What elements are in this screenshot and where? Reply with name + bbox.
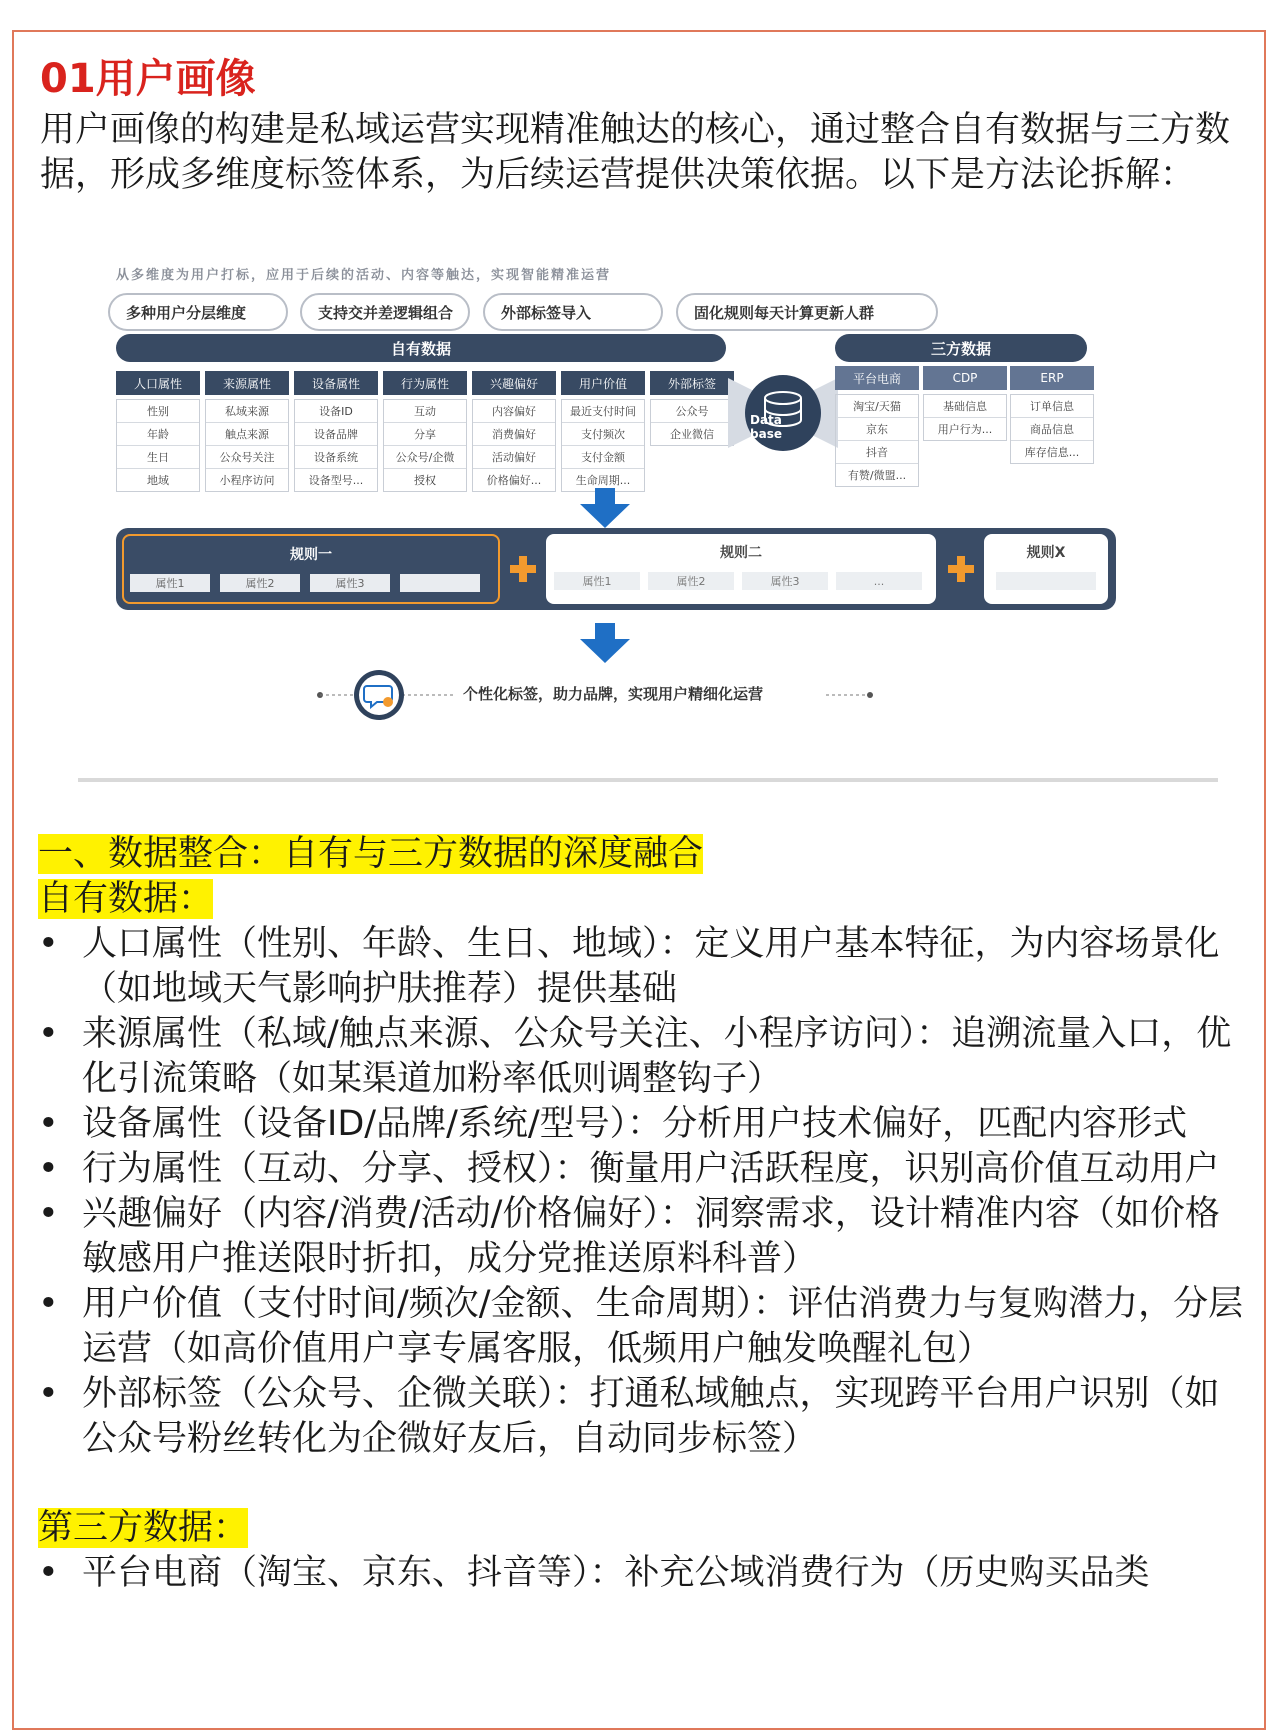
rule-attr: 属性2 [648,572,734,590]
rule-one-box [122,534,500,604]
list-item: • 人口属性（性别、年龄、生日、地域）：定义用户基本特征，为内容场景化（如地域天气影响护肤推荐）提供基础 [38,922,1248,1012]
col-cell: 互动 [384,400,466,423]
list-item: • 平台电商（淘宝、京东、抖音等）：补充公域消费行为（历史购买品类 [38,1551,1248,1596]
rule-title: 规则二 [720,545,762,561]
list-item: • 设备属性（设备ID/品牌/系统/型号）：分析用户技术偏好，匹配内容形式 [38,1102,1248,1147]
list-item: • 来源属性（私域/触点来源、公众号关注、小程序访问）：追溯流量入口，优化引流策略（如某渠道加粉率低则调整钩子） [38,1012,1248,1102]
diagram-divider [78,778,1218,782]
rule-attr [996,572,1096,590]
down-arrow-icon [580,488,630,528]
own-col-interest [472,371,556,492]
own-data-band: 自有数据 [116,334,726,362]
text-sections [38,832,1258,1596]
col-body [205,399,289,492]
col-cell: 公众号/企微 [384,446,466,469]
down-arrow-icon [580,623,630,663]
user-profile-diagram [80,258,1220,788]
col-body [472,399,556,492]
col-head: 来源属性 [205,371,289,395]
col-cell: 支付频次 [562,423,644,446]
col-cell: 基础信息 [924,395,1006,418]
own-data-list [38,922,1248,1462]
capability-pills [108,293,1228,333]
rule-attr: 属性3 [742,572,828,590]
col-cell: 公众号 [651,400,733,423]
col-body [294,399,378,492]
col-body [561,399,645,492]
rule-title: 规则X [1026,545,1066,561]
rule-x-box [984,534,1108,604]
pill-logic-combination: 支持交并差逻辑组合 [300,293,470,331]
intro-paragraph: 用户画像的构建是私域运营实现精准触达的核心，通过整合自有数据与三方数据，形成多维度标签体系，为后续运营提供决策依据。以下是方法论拆解： [40,110,1231,195]
rule-attr: 属性2 [220,574,300,592]
own-col-source [205,371,289,492]
col-cell: 性别 [117,400,199,423]
list-item: • 外部标签（公众号、企微关联）：打通私域触点，实现跨平台用户识别（如公众号粉丝转化为企微好友后，自动同步标签） [38,1372,1248,1462]
own-col-device [294,371,378,492]
col-cell: 订单信息 [1011,395,1093,418]
col-cell: 内容偏好 [473,400,555,423]
third-data-list [38,1551,1248,1596]
col-body [116,399,200,492]
col-cell: 商品信息 [1011,418,1093,441]
section-one-heading-text: 一、数据整合：自有与三方数据的深度融合 [38,834,704,874]
col-head: 外部标签 [650,371,734,395]
col-cell: 京东 [836,418,918,441]
col-cell: 最近支付时间 [562,400,644,423]
third-data-band: 三方数据 [835,334,1087,362]
rule-attr [400,574,480,592]
col-cell: 用户行为... [937,423,993,436]
col-head: 人口属性 [116,371,200,395]
database-label: Data base [750,413,782,441]
own-data-heading [38,877,1258,922]
plus-icon [508,554,538,584]
third-col-ecommerce [835,366,919,487]
header-block [40,50,1250,198]
list-item: • 兴趣偏好（内容/消费/活动/价格偏好）：洞察需求，设计精准内容（如价格敏感用户推送限时折扣，成分党推送原料科普） [38,1192,1248,1282]
col-cell: 淘宝/天猫 [836,395,918,418]
own-col-external [650,371,734,446]
col-cell: 有赞/微盟... [847,469,907,482]
rule-attr: ... [836,572,922,590]
chat-tag-icon [352,668,406,722]
col-cell: 授权 [414,474,436,487]
rules-band [116,528,1116,610]
col-cell: 支付金额 [562,446,644,469]
col-cell: 设备型号... [308,474,364,487]
col-head: 行为属性 [383,371,467,395]
col-cell: 消费偏好 [473,423,555,446]
col-body [835,394,919,487]
col-cell: 价格偏好... [486,474,542,487]
own-data-heading-text: 自有数据： [38,879,214,919]
col-cell: 年龄 [117,423,199,446]
plus-icon [946,554,976,584]
third-col-cdp [923,366,1007,441]
rule-attr: 属性1 [130,574,210,592]
rule-attr: 属性1 [554,572,640,590]
result-text: 个性化标签，助力品牌，实现用户精细化运营 [463,685,764,703]
rule-title: 规则一 [290,547,332,563]
third-data-heading-text: 第三方数据： [38,1508,249,1548]
pill-daily-update: 固化规则每天计算更新人群 [676,293,938,331]
pill-external-tags: 外部标签导入 [483,293,663,331]
col-body [383,399,467,492]
pill-layer-dimensions: 多种用户分层维度 [108,293,288,331]
section-one-heading [38,832,1258,877]
col-cell: 库存信息... [1024,446,1080,459]
diagram-caption: 从多维度为用户打标，应用于后续的活动、内容等触达，实现智能精准运营 [116,268,612,283]
col-cell: 公众号关注 [206,446,288,469]
col-cell: 企业微信 [670,428,714,441]
own-col-behavior [383,371,467,492]
col-cell: 抖音 [836,441,918,464]
col-cell: 设备品牌 [295,423,377,446]
col-head: 设备属性 [294,371,378,395]
col-cell: 设备ID [295,400,377,423]
col-cell: 私域来源 [206,400,288,423]
rule-two-box [546,534,936,604]
col-head: 兴趣偏好 [472,371,556,395]
col-head: 平台电商 [835,366,919,390]
own-col-value [561,371,645,492]
col-cell: 设备系统 [295,446,377,469]
col-cell: 小程序访问 [219,474,275,487]
col-body [1010,394,1094,464]
section-spacer [38,1462,1258,1506]
col-cell: 分享 [384,423,466,446]
list-item: • 行为属性（互动、分享、授权）：衡量用户活跃程度，识别高价值互动用户 [38,1147,1248,1192]
col-body [650,399,734,446]
own-col-demographics [116,371,200,492]
col-head: ERP [1010,366,1094,390]
col-cell: 地域 [147,474,169,487]
col-head: CDP [923,366,1007,390]
rule-attr: 属性3 [310,574,390,592]
col-body [923,394,1007,441]
third-data-heading [38,1506,1258,1551]
col-cell: 生日 [117,446,199,469]
list-item: • 用户价值（支付时间/频次/金额、生命周期）：评估消费力与复购潜力，分层运营（如高价值用户享专属客服，低频用户触发唤醒礼包） [38,1282,1248,1372]
third-col-erp [1010,366,1094,464]
col-head: 用户价值 [561,371,645,395]
col-cell: 活动偏好 [473,446,555,469]
col-cell: 生命周期... [575,474,631,487]
page-title: 01用户画像 [40,56,256,102]
col-cell: 触点来源 [206,423,288,446]
